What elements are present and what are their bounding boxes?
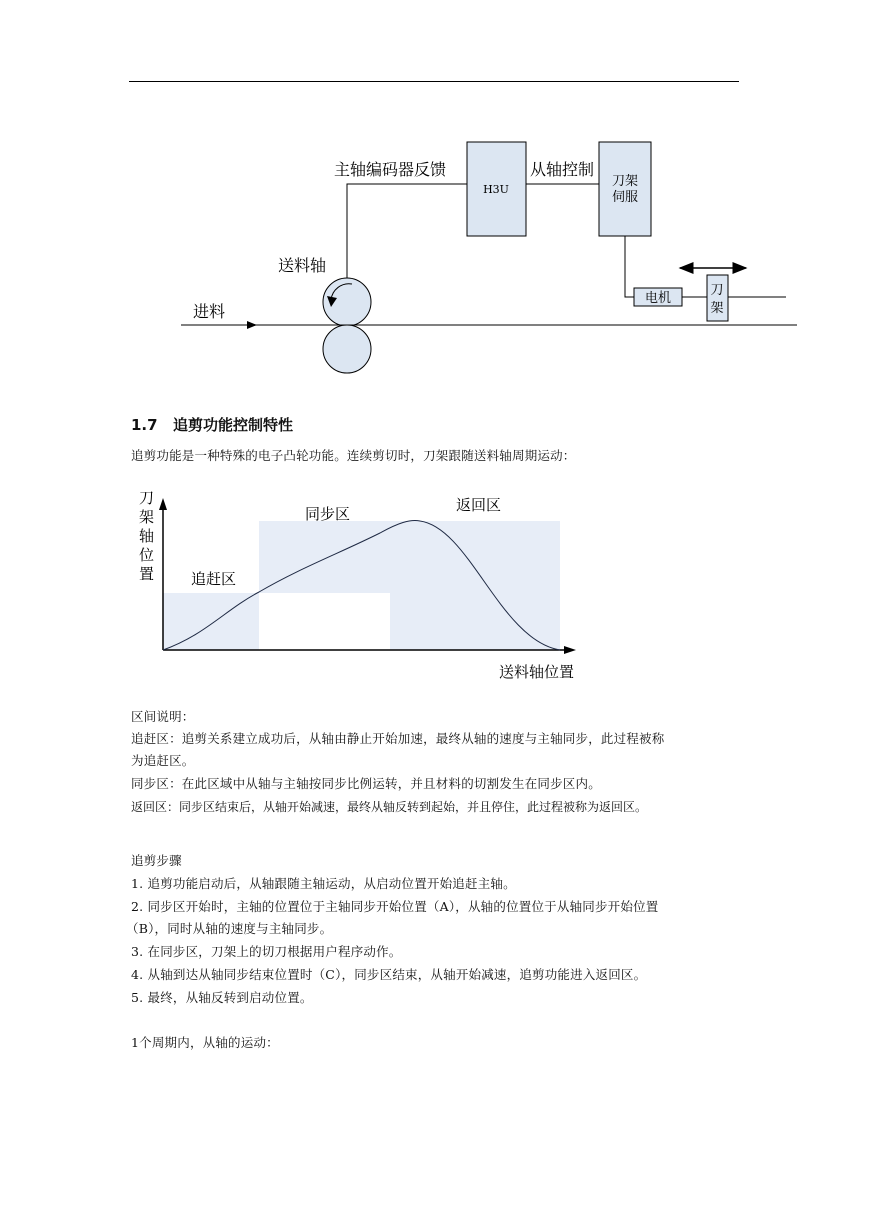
feed-in-label: 进料	[193, 302, 226, 321]
step-4: 4. 从轴到达从轴同步结束位置时（C），同步区结束，从轴开始减速，追剪功能进入返回区。	[131, 967, 647, 982]
step-2: 2. 同步区开始时，主轴的位置位于主轴同步开始位置（A），从轴的位置位于从轴同步开始位置	[131, 899, 659, 914]
sync-zone-desc: 同步区：在此区域中从轴与主轴按同步比例运转，并且材料的切割发生在同步区内。	[131, 776, 601, 791]
step-2-cont: （B），同时从轴的速度与主轴同步。	[126, 921, 333, 936]
h3u-label: H3U	[483, 183, 509, 196]
cycle-text: 1个周期内，从轴的运动：	[131, 1035, 279, 1050]
servo-label-1: 刀架	[611, 174, 639, 189]
x-axis-label: 送料轴位置	[499, 663, 575, 681]
return-zone-label: 返回区	[456, 496, 502, 514]
motor-label: 电机	[644, 291, 672, 306]
step-1: 1. 追剪功能启动后，从轴跟随主轴运动，从启动位置开始追赶主轴。	[131, 876, 516, 891]
chase-zone-rect	[163, 593, 259, 650]
chase-zone-desc-cont: 为追赶区。	[131, 753, 195, 768]
feedback-label: 主轴编码器反馈	[334, 160, 447, 179]
feed-axis-label: 送料轴	[278, 256, 327, 275]
slave-control-label: 从轴控制	[530, 160, 595, 179]
step-5: 5. 最终，从轴反转到启动位置。	[131, 990, 313, 1005]
servo-label-2: 伺服	[611, 190, 639, 205]
section-number: 1.7	[131, 416, 158, 434]
return-zone-desc: 返回区：同步区结束后，从轴开始减速，最终从轴反转到起始，并且停住，此过程被称为返回区。	[131, 800, 648, 814]
steps-heading: 追剪步骤	[131, 853, 182, 868]
chase-zone-label: 追赶区	[191, 570, 237, 588]
section-title: 追剪功能控制特性	[173, 416, 294, 434]
chase-zone-desc: 追赶区：追剪关系建立成功后，从轴由静止开始加速，最终从轴的速度与主轴同步，此过程被称	[131, 731, 665, 746]
zones-heading: 区间说明：	[131, 709, 195, 724]
sync-zone-label: 同步区	[305, 505, 351, 523]
sync-zone-rect	[259, 521, 390, 593]
knife-label-2: 架	[710, 301, 724, 316]
return-zone-rect	[390, 521, 560, 650]
y-axis-arrowhead	[159, 498, 167, 510]
y-axis-label: 刀 架 轴 位 置	[139, 489, 155, 583]
section-intro: 追剪功能是一种特殊的电子凸轮功能。连续剪切时，刀架跟随送料轴周期运动：	[131, 448, 576, 463]
knife-label-1: 刀	[710, 283, 724, 298]
step-3: 3. 在同步区，刀架上的切刀根据用户程序动作。	[131, 944, 402, 959]
x-axis-arrowhead	[564, 646, 576, 654]
